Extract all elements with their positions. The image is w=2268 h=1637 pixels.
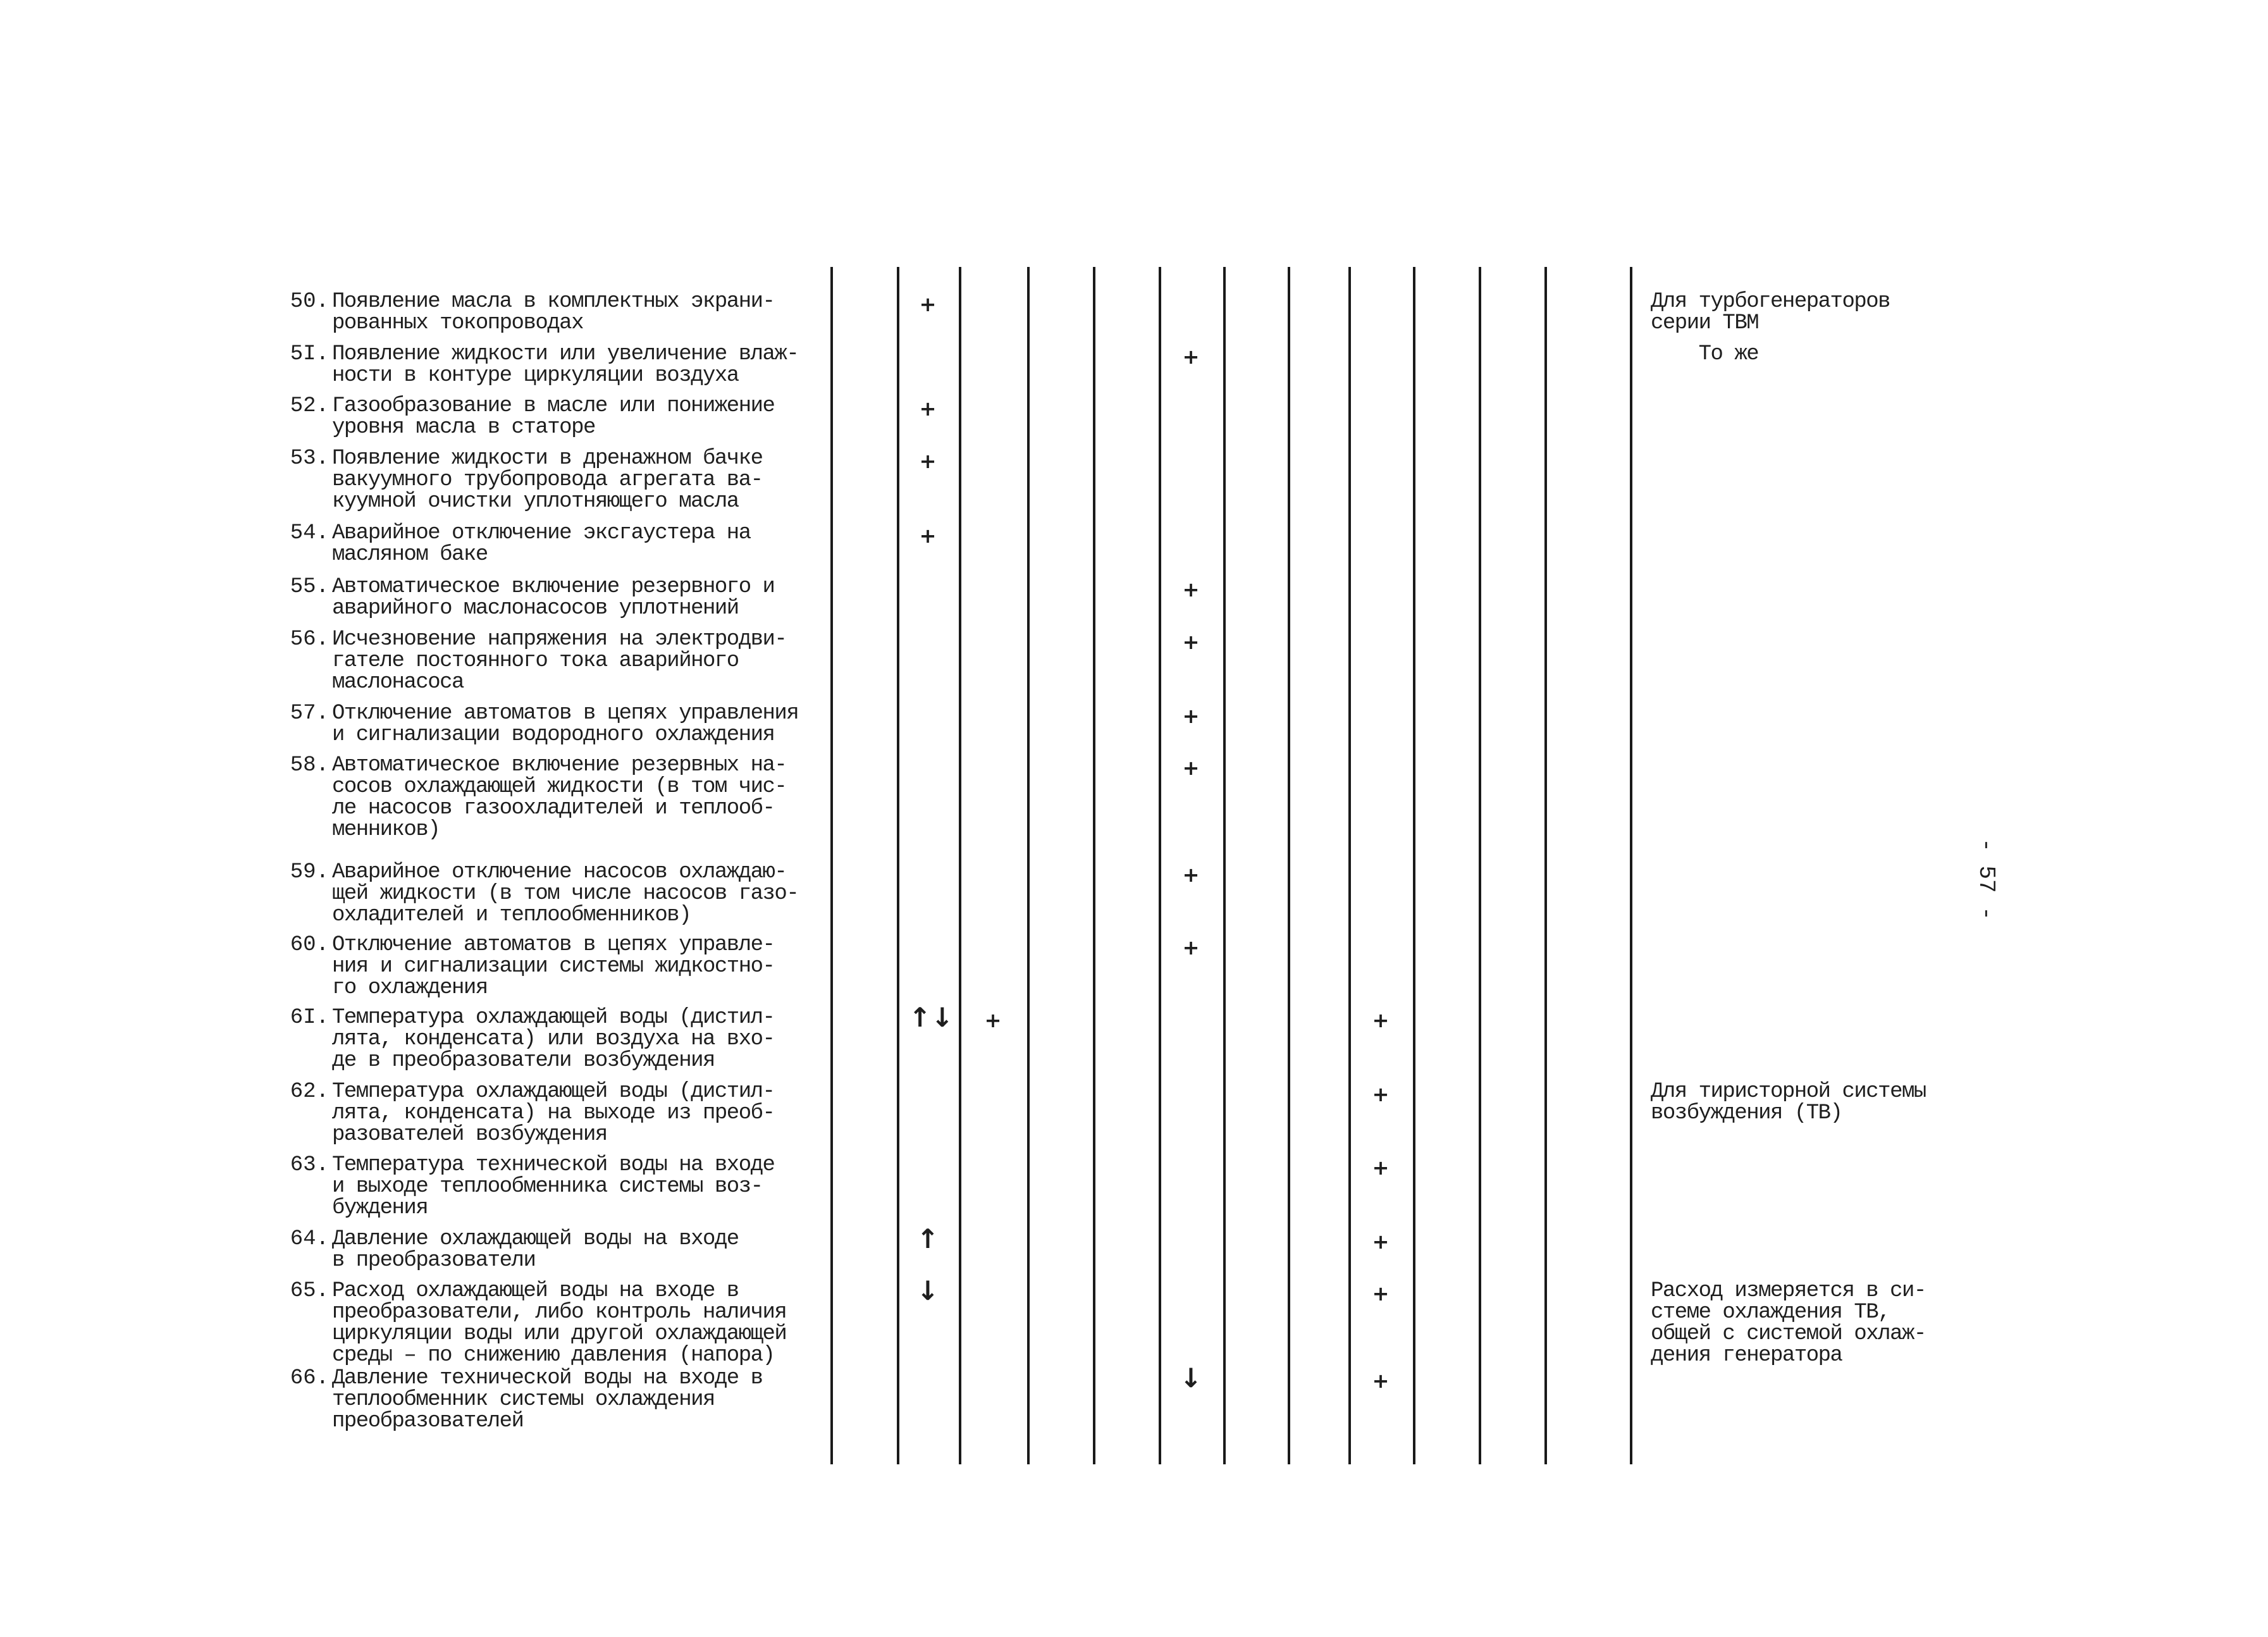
table-mark: + bbox=[1372, 1156, 1390, 1180]
table-mark: + bbox=[1182, 345, 1200, 369]
table-mark: + bbox=[1182, 630, 1200, 654]
row-description: Аварийное отключение насосов охлаждаю- щей жидкости (в том числе насосов газо- охладителей и теплообменников) bbox=[332, 860, 799, 927]
row-description: Расход охлаждающей воды на входе в преобразователи, либо контроль наличия циркуляции воды или другой охлаждающей среды – по снижению давления (напора) bbox=[332, 1279, 787, 1368]
row-description: Автоматическое включение резервных на- сосов охлаждающей жидкости (в том чис- ле насосов газоохладителей и теплооб- менников) bbox=[332, 753, 787, 842]
row-description: Исчезновение напряжения на электродви- гателе постоянного тока аварийного маслонасоса bbox=[332, 627, 787, 695]
row-description: Отключение автоматов в цепях управления и сигнализации водородного охлаждения bbox=[332, 701, 799, 747]
table-mark: + bbox=[1372, 1008, 1390, 1032]
table-mark: ↑↓ bbox=[909, 1002, 954, 1033]
table-mark: + bbox=[984, 1008, 1002, 1032]
row-description: Температура охлаждающей воды (дистил- лята, конденсата) на выходе из преоб- разователей возбуждения bbox=[332, 1080, 775, 1147]
table-mark: + bbox=[1182, 578, 1200, 602]
table-column-line bbox=[1159, 267, 1161, 1464]
row-number: 65. bbox=[290, 1279, 329, 1303]
row-description: Отключение автоматов в цепях управле- ния и сигнализации системы жидкостно- го охлаждения bbox=[332, 933, 775, 1000]
row-note: Расход измеряется в си- стеме охлаждения ТВ, общей с системой охлаж- дения генератора bbox=[1651, 1279, 1926, 1368]
table-mark: + bbox=[1182, 704, 1200, 728]
row-note: Для тиристорной системы возбуждения (ТВ) bbox=[1651, 1080, 1926, 1125]
table-mark: + bbox=[919, 292, 937, 316]
row-description: Давление технической воды на входе в теплообменник системы охлаждения преобразователей bbox=[332, 1366, 763, 1433]
row-description: Аварийное отключение эксгаустера на масляном баке bbox=[332, 521, 751, 567]
table-column-line bbox=[1223, 267, 1226, 1464]
row-number: 59. bbox=[290, 860, 329, 884]
table-mark: ↓ bbox=[916, 1275, 939, 1306]
table-mark: + bbox=[919, 449, 937, 473]
table-column-line bbox=[1479, 267, 1481, 1464]
table-mark: + bbox=[1182, 756, 1200, 780]
row-number: 6I. bbox=[290, 1006, 329, 1030]
row-number: 55. bbox=[290, 575, 329, 599]
row-description: Давление охлаждающей воды на входе в преобразователи bbox=[332, 1227, 739, 1273]
row-number: 53. bbox=[290, 447, 329, 471]
row-number: 54. bbox=[290, 521, 329, 545]
table-column-line bbox=[1630, 267, 1632, 1464]
row-note: То же bbox=[1651, 342, 1759, 366]
row-number: 63. bbox=[290, 1153, 329, 1177]
row-description: Появление масла в комплектных экрани- рованных токопроводах bbox=[332, 290, 775, 335]
table-column-line bbox=[959, 267, 961, 1464]
row-number: 58. bbox=[290, 753, 329, 777]
table-mark: + bbox=[919, 397, 937, 421]
table-column-line bbox=[1093, 267, 1095, 1464]
table-column-line bbox=[1413, 267, 1415, 1464]
table-column-line bbox=[1544, 267, 1547, 1464]
row-number: 57. bbox=[290, 701, 329, 726]
row-number: 64. bbox=[290, 1227, 329, 1251]
table-mark: + bbox=[1372, 1369, 1390, 1393]
table-mark: ↓ bbox=[1180, 1362, 1202, 1393]
row-number: 60. bbox=[290, 933, 329, 957]
row-number: 50. bbox=[290, 290, 329, 314]
table-mark: + bbox=[919, 524, 937, 548]
table-mark: + bbox=[1182, 863, 1200, 887]
table-mark: + bbox=[1372, 1082, 1390, 1106]
row-number: 66. bbox=[290, 1366, 329, 1390]
row-description: Появление жидкости или увеличение влаж- ности в контуре циркуляции воздуха bbox=[332, 342, 799, 388]
table-column-line bbox=[1027, 267, 1030, 1464]
page-number: - 57 - bbox=[1973, 838, 1999, 920]
row-number: 5I. bbox=[290, 342, 329, 366]
table-column-line bbox=[1348, 267, 1351, 1464]
row-description: Появление жидкости в дренажном бачке вакуумного трубопровода агрегата ва- куумной очистки уплотняющего масла bbox=[332, 447, 763, 514]
table-column-line bbox=[897, 267, 899, 1464]
row-description: Температура технической воды на входе и выходе теплообменника системы воз- буждения bbox=[332, 1153, 775, 1220]
row-number: 52. bbox=[290, 394, 329, 418]
row-description: Автоматическое включение резервного и аварийного маслонасосов уплотнений bbox=[332, 575, 775, 621]
table-mark: ↑ bbox=[916, 1223, 939, 1254]
table-mark: + bbox=[1372, 1282, 1390, 1306]
row-number: 56. bbox=[290, 627, 329, 652]
row-number: 62. bbox=[290, 1080, 329, 1104]
row-note: Для турбогенераторов серии ТВМ bbox=[1651, 290, 1890, 335]
row-description: Температура охлаждающей воды (дистил- лята, конденсата) или воздуха на вхо- де в преобразователи возбуждения bbox=[332, 1006, 775, 1073]
table-column-line bbox=[1288, 267, 1290, 1464]
table-mark: + bbox=[1182, 936, 1200, 960]
row-description: Газообразование в масле или понижение уровня масла в статоре bbox=[332, 394, 775, 440]
table-mark: + bbox=[1372, 1230, 1390, 1254]
